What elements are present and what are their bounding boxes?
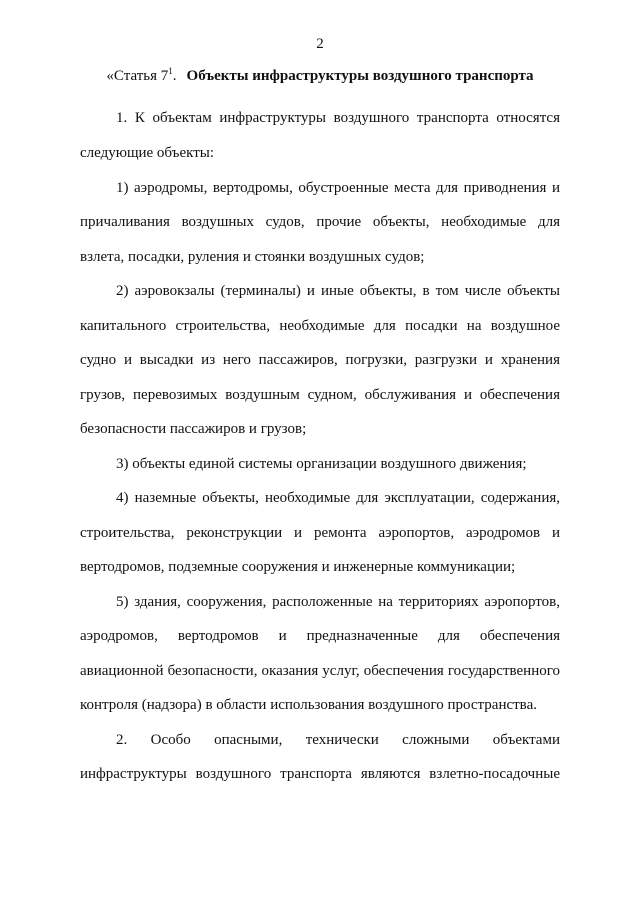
text-line: 5) здания, сооружения, расположенные на территориях аэропортов, [116,594,560,610]
text-line: инфраструктуры воздушного транспорта являются взлетно-посадочные [80,766,560,782]
text-line: 2) аэровокзалы (терминалы) и иные объекты, в том числе объекты [116,283,560,299]
text-line: 1. К объектам инфраструктуры воздушного транспорта относятся [116,110,560,126]
text-line: вертодромов, подземные сооружения и инженерные коммуникации; [80,559,516,575]
text-line: судно и высадки из него пассажиров, погрузки, разгрузки и хранения [80,352,560,368]
text-line: контроля (надзора) в области использования воздушного пространства. [80,697,537,713]
article-superscript: 1 [168,66,173,76]
text-line: строительства, реконструкции и ремонта аэропортов, аэродромов и [80,525,560,541]
text-line: авиационной безопасности, оказания услуг, обеспечения государственного [80,663,560,679]
article-title: Объекты инфраструктуры воздушного транспорта [186,68,534,84]
text-line: следующие объекты: [80,145,214,161]
text-line: безопасности пассажиров и грузов; [80,421,307,437]
text-line: 4) наземные объекты, необходимые для эксплуатации, содержания, [116,490,560,506]
text-line: причаливания воздушных судов, прочие объекты, необходимые для [80,214,560,230]
page-number: 2 [316,36,324,52]
text-line: аэродромов, вертодромов и предназначенные для обеспечения [80,628,560,644]
article-dot: . [172,68,177,84]
text-line: 3) объекты единой системы организации воздушного движения; [116,456,527,472]
text-line: взлета, посадки, руления и стоянки воздушных судов; [80,249,425,265]
text-line: 1) аэродромы, вертодромы, обустроенные места для приводнения и [116,180,560,196]
text-line: капитального строительства, необходимые для посадки на воздушное [80,318,560,334]
article-label: «Статья 7 [106,68,169,84]
text-line: 2. Особо опасными, технически сложными объектами [116,732,560,748]
text-line: грузов, перевозимых воздушным судном, обслуживания и обеспечения [80,387,560,403]
article-heading [0,66,640,85]
